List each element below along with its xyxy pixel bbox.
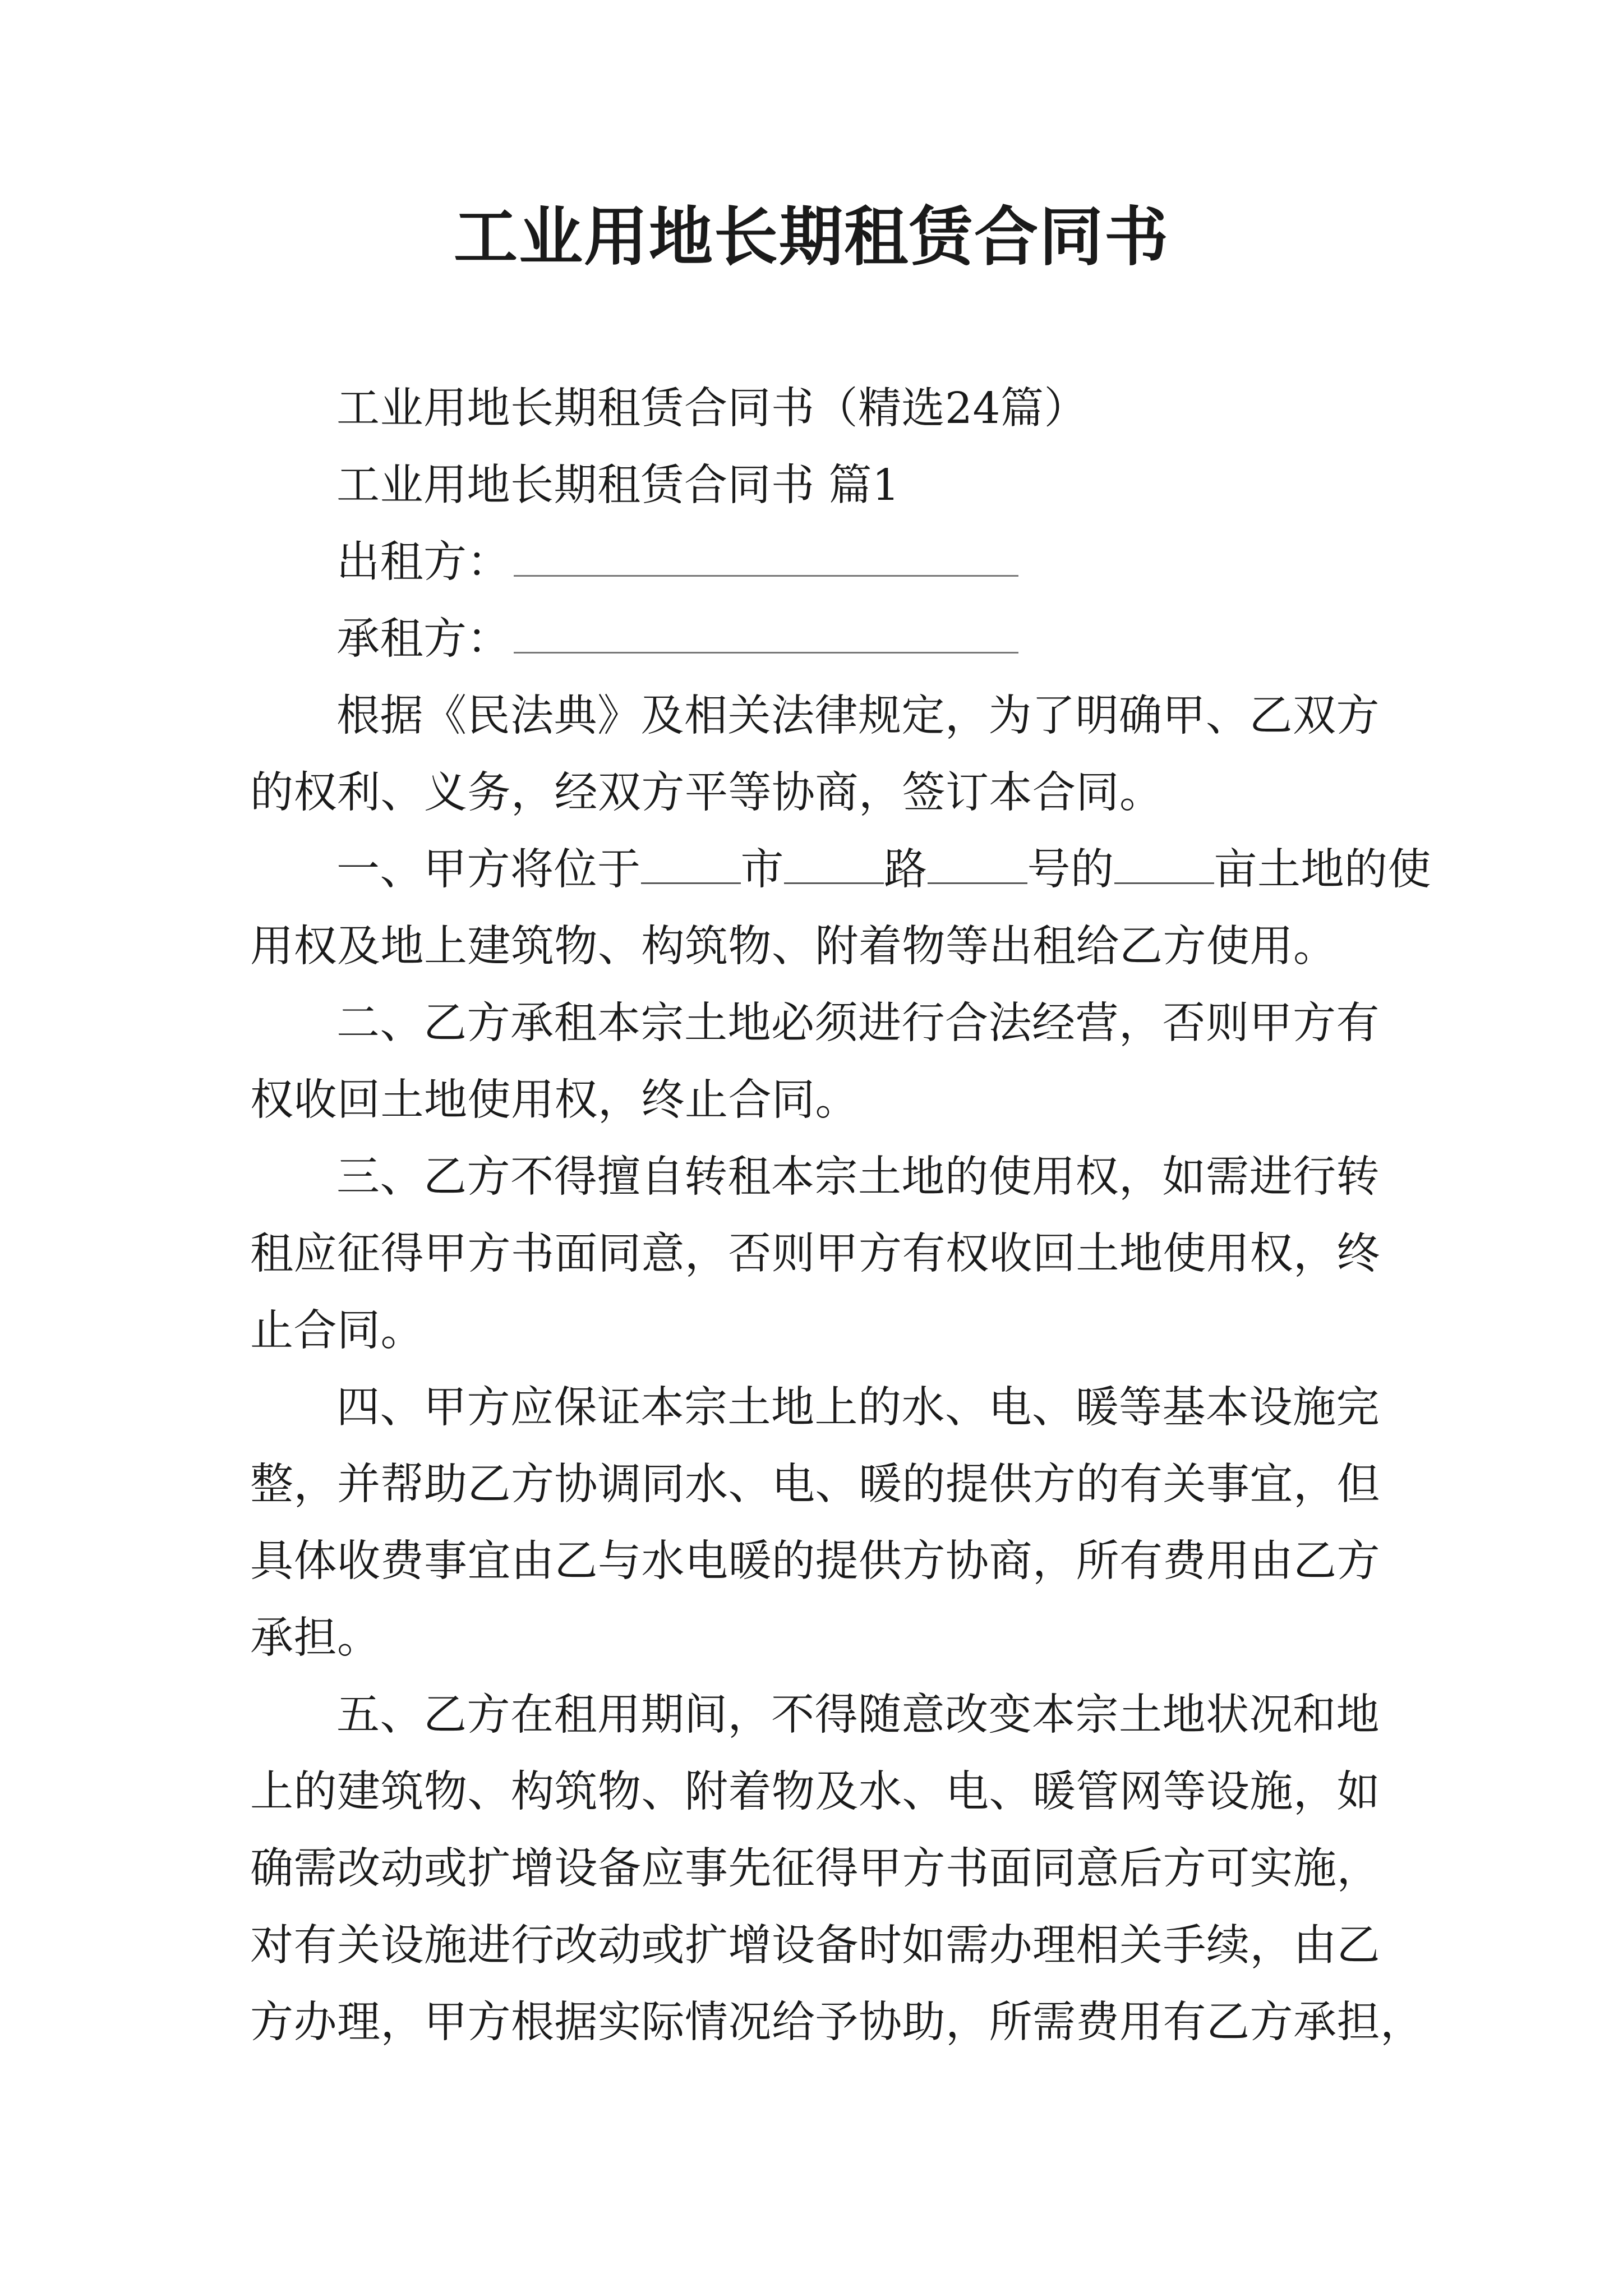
- clause-5-line-5: 方办理，甲方根据实际情况给予协助，所需费用有乙方承担，: [250, 1998, 1424, 2047]
- clause-3-line-1: 三、乙方不得擅自转租本宗土地的使用权，如需进行转: [336, 1152, 1380, 1202]
- lessor-label: 出租方：: [336, 537, 510, 587]
- clause-3-line-2: 租应征得甲方书面同意，否则甲方有权收回土地使用权，终: [250, 1229, 1380, 1279]
- clause-4-line-3: 具体收费事宜由乙与水电暖的提供方协商，所有费用由乙方: [250, 1536, 1380, 1586]
- lessee-line: [250, 601, 1383, 678]
- clause-4-line-1: 四、甲方应保证本宗土地上的水、电、暖等基本设施完: [336, 1383, 1380, 1433]
- road-blank: [784, 845, 884, 884]
- clause-1-line-2: 用权及地上建筑物、构筑物、附着物等出租给乙方使用。: [250, 922, 1337, 972]
- clause-4-line-4: 承担。: [250, 1613, 381, 1663]
- document-subtitle: 工业用地长期租赁合同书（精选24篇）: [336, 384, 1087, 434]
- clause-1-text-d: 号的: [1027, 845, 1114, 895]
- clause-4-line-2: 整，并帮助乙方协调同水、电、暖的提供方的有关事宜，但: [250, 1460, 1380, 1510]
- number-blank: [928, 845, 1027, 884]
- clause-2-line-1: 二、乙方承租本宗土地必须进行合法经营，否则甲方有: [336, 999, 1380, 1048]
- area-blank: [1114, 845, 1214, 884]
- document-title: 工业用地长期租赁合同书: [453, 199, 1169, 274]
- city-blank: [641, 845, 741, 884]
- document-body: [250, 370, 1431, 2061]
- lessee-label: 承租方：: [336, 614, 510, 664]
- clause-3-line-3: 止合同。: [250, 1306, 424, 1356]
- clause-2-line-2: 权收回土地使用权，终止合同。: [250, 1075, 859, 1125]
- clause-1-text-a: 一、甲方将位于: [336, 845, 641, 895]
- clause-5-line-4: 对有关设施进行改动或扩增设备时如需办理相关手续，由乙: [250, 1921, 1380, 1971]
- lessee-blank: [514, 615, 1018, 654]
- clause-1-text-b: 市: [740, 845, 784, 895]
- clause-5-line-1: 五、乙方在租用期间，不得随意改变本宗土地状况和地: [336, 1690, 1380, 1740]
- clause-5-line-3: 确需改动或扩增设备应事先征得甲方书面同意后方可实施，: [250, 1844, 1380, 1894]
- preamble-line-2: 的权利、义务，经双方平等协商，签订本合同。: [250, 768, 1163, 818]
- clause-1-text-c: 路: [884, 845, 928, 895]
- preamble-line-1: 根据《民法典》及相关法律规定，为了明确甲、乙双方: [336, 691, 1380, 741]
- section-heading: 工业用地长期租赁合同书 篇1: [336, 461, 900, 510]
- clause-1-line-1: [250, 831, 1431, 908]
- lessor-blank: [514, 538, 1018, 577]
- clause-1-text-e: 亩土地的使: [1214, 845, 1431, 895]
- clause-5-line-2: 上的建筑物、构筑物、附着物及水、电、暖管网等设施，如: [250, 1767, 1380, 1817]
- lessor-line: [250, 524, 1383, 601]
